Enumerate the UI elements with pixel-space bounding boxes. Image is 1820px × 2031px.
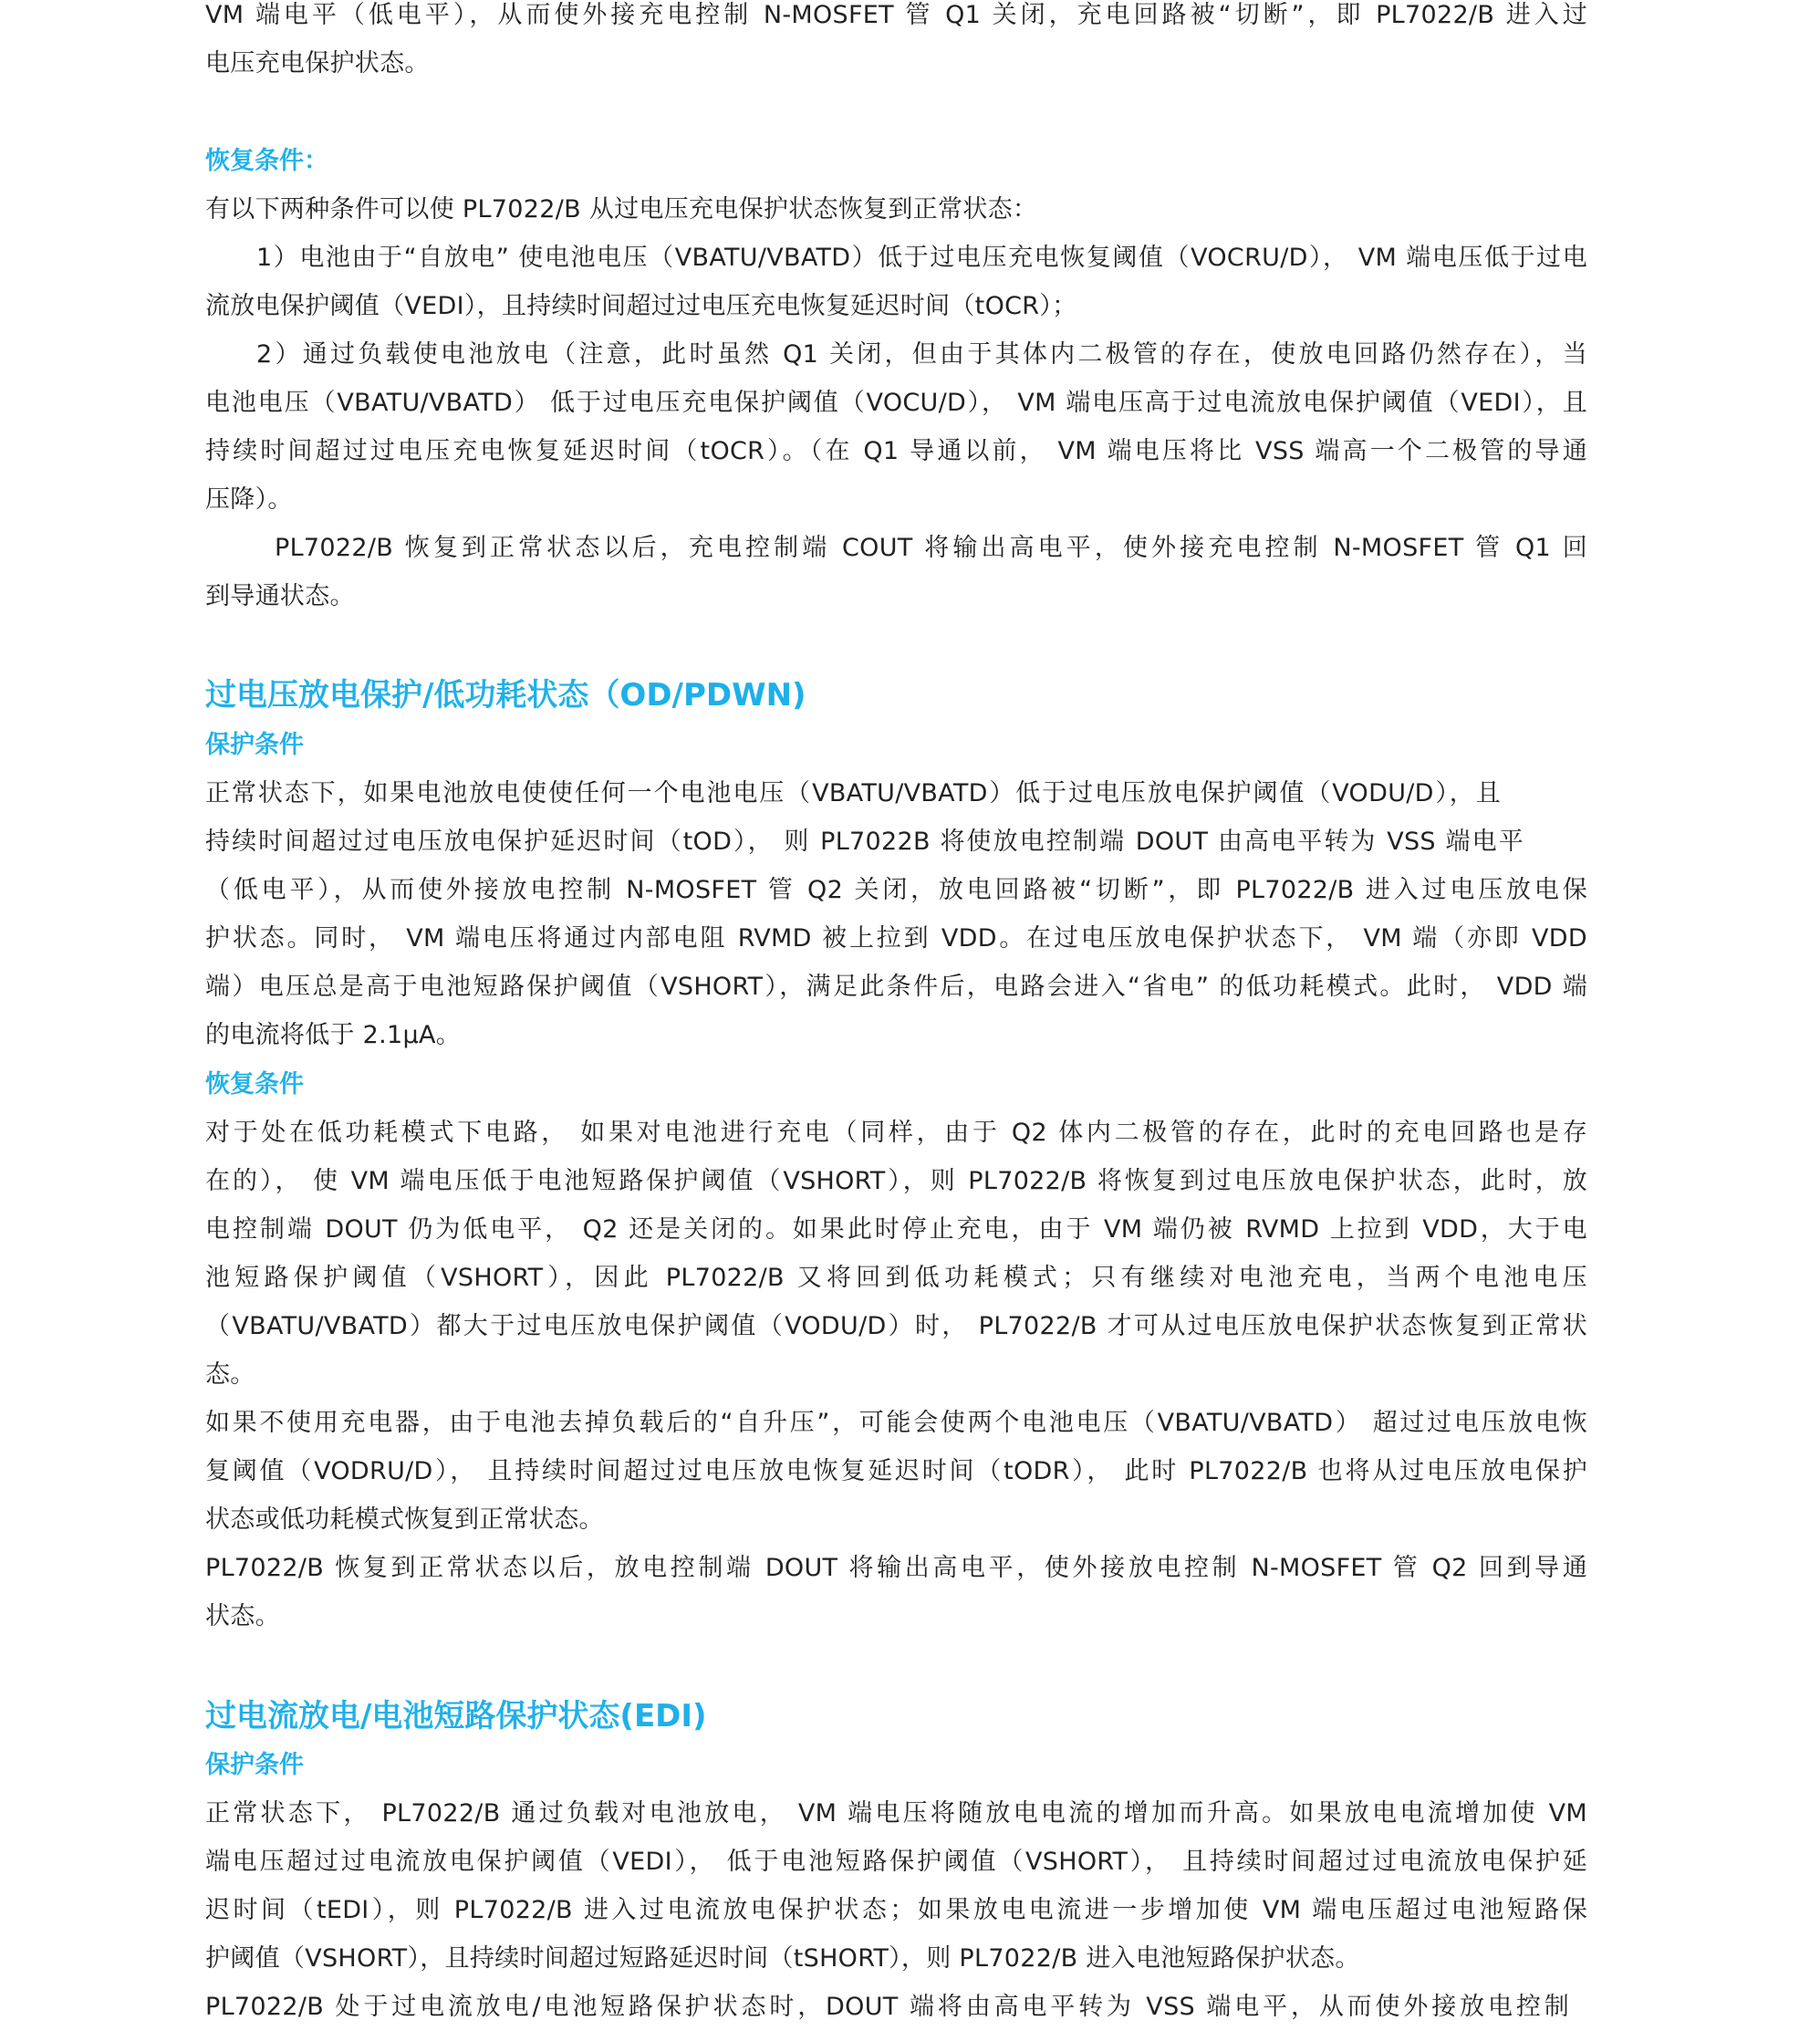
paragraph-line: 正常状态下， PL7022/B 通过负载对电池放电， VM 端电压将随放电电流的增加而升高。如果放电电流增加使 VM [205,1799,1587,1828]
paragraph-line: 状态。 [205,1602,280,1630]
section-heading-edi: 过电流放电/电池短路保护状态(EDI) [205,1698,707,1734]
paragraph-line: PL7022/B 恢复到正常状态以后，放电控制端 DOUT 将输出高电平，使外接放电控制 N-MOSFET 管 Q2 回到导通 [205,1554,1587,1582]
paragraph-line: （低电平），从而使外接放电控制 N-MOSFET 管 Q2 关闭，放电回路被“切断”，即 PL7022/B 进入过电压放电保 [205,876,1587,904]
paragraph-line: 到导通状态。 [205,582,355,610]
paragraph-line: 电压充电保护状态。 [205,49,430,78]
paragraph-line: 持续时间超过过电压充电恢复延迟时间（tOCR）。（在 Q1 导通以前， VM 端电压将比 VSS 端高一个二极管的导通 [205,437,1587,465]
recovery-condition-heading: 恢复条件： [205,147,328,175]
paragraph-line: 池短路保护阈值（VSHORT），因此 PL7022/B 又将回到低功耗模式；只有继续对电池充电，当两个电池电压 [205,1264,1587,1292]
paragraph-line: 端）电压总是高于电池短路保护阈值（VSHORT），满足此条件后，电路会进入“省电” 的低功耗模式。此时， VDD 端 [205,973,1587,1001]
paragraph-line: 压降）。 [205,485,293,514]
paragraph-line: 复阈值（VODRU/D）， 且持续时间超过过电压放电恢复延迟时间（tODR）， 此时 PL7022/B 也将从过电压放电保护 [205,1457,1587,1485]
paragraph-line: 1）电池由于“自放电” 使电池电压（VBATU/VBATD）低于过电压充电恢复阈值（VOCRU/D）， VM 端电压低于过电 [256,244,1587,272]
paragraph-line: 持续时间超过过电压放电保护延迟时间（tOD）， 则 PL7022B 将使放电控制端 DOUT 由高电平转为 VSS 端电平 [205,828,1524,856]
protect-condition-heading: 保护条件 [205,1751,304,1779]
protect-condition-heading: 保护条件 [205,731,304,759]
paragraph-line: 迟时间（tEDI），则 PL7022/B 进入过电流放电保护状态；如果放电电流进一步增加使 VM 端电压超过电池短路保 [205,1896,1587,1924]
paragraph-line: 电控制端 DOUT 仍为低电平， Q2 还是关闭的。如果此时停止充电，由于 VM 端仍被 RVMD 上拉到 VDD，大于电 [205,1215,1587,1244]
paragraph-line: 护状态。同时， VM 端电压将通过内部电阻 RVMD 被上拉到 VDD。在过电压放电保护状态下， VM 端（亦即 VDD [205,924,1587,953]
paragraph-line: 的电流将低于 2.1μA。 [205,1021,462,1049]
paragraph-line: 护阈值（VSHORT），且持续时间超过短路延迟时间（tSHORT），则 PL7022/B 进入电池短路保护状态。 [205,1944,1360,1973]
paragraph-line: VM 端电平（低电平），从而使外接充电控制 N-MOSFET 管 Q1 关闭，充电回路被“切断”，即 PL7022/B 进入过 [205,1,1587,29]
paragraph-line: 流放电保护阈值（VEDI），且持续时间超过过电压充电恢复延迟时间（tOCR）； [205,292,1077,320]
paragraph-line: 端电压超过过电流放电保护阈值（VEDI）， 低于电池短路保护阈值（VSHORT）， 且持续时间超过过电流放电保护延 [205,1848,1587,1876]
paragraph-line: （VBATU/VBATD）都大于过电压放电保护阈值（VODU/D）时， PL7022/B 才可从过电压放电保护状态恢复到正常状 [205,1312,1587,1340]
paragraph-line: 态。 [205,1360,255,1389]
paragraph-line: 对于处在低功耗模式下电路， 如果对电池进行充电（同样，由于 Q2 体内二极管的存在，此时的充电回路也是存 [205,1119,1587,1147]
paragraph-line: 2）通过负载使电池放电（注意，此时虽然 Q1 关闭，但由于其体内二极管的存在，使放电回路仍然存在），当 [256,340,1587,369]
paragraph-line: 在的）， 使 VM 端电压低于电池短路保护阈值（VSHORT），则 PL7022/B 将恢复到过电压放电保护状态，此时，放 [205,1167,1587,1195]
paragraph-line: PL7022/B 恢复到正常状态以后，充电控制端 COUT 将输出高电平，使外接充电控制 N-MOSFET 管 Q1 回 [275,534,1587,562]
paragraph-line: 电池电压（VBATU/VBATD） 低于过电压充电保护阈值（VOCU/D）， VM 端电压高于过电流放电保护阈值（VEDI），且 [205,389,1587,417]
paragraph-line: 状态或低功耗模式恢复到正常状态。 [205,1505,604,1534]
paragraph-line: PL7022/B 处于过电流放电/电池短路保护状态时，DOUT 端将由高电平转为 VSS 端电平，从而使外接放电控制 [205,1993,1569,2021]
recovery-condition-heading: 恢复条件 [205,1070,304,1099]
paragraph-line: 有以下两种条件可以使 PL7022/B 从过电压充电保护状态恢复到正常状态： [205,195,1038,224]
paragraph-line: 正常状态下，如果电池放电使使任何一个电池电压（VBATU/VBATD）低于过电压放电保护阈值（VODU/D），且 [205,779,1501,807]
paragraph-line: 如果不使用充电器，由于电池去掉负载后的“自升压”，可能会使两个电池电压（VBATU/VBATD） 超过过电压放电恢 [205,1409,1587,1437]
section-heading-od-pdwn: 过电压放电保护/低功耗状态（OD/PDWN) [205,677,806,713]
